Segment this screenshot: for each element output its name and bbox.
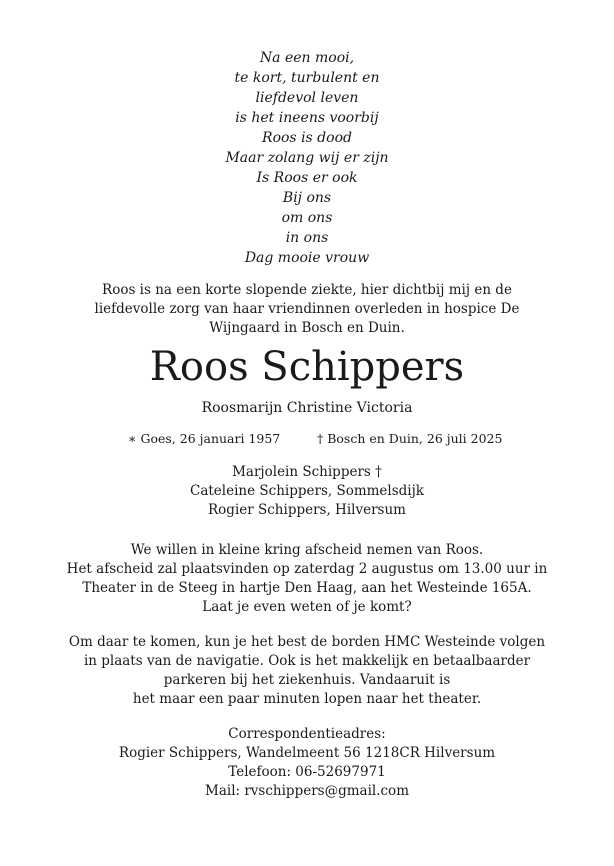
poem-line: Bij ons: [282, 190, 332, 206]
poem-line: is het ineens voorbij: [235, 110, 379, 126]
poem-line: Maar zolang wij er zijn: [225, 150, 389, 166]
directions-line: Om daar te komen, kun je het best de borden HMC Westeinde volgen: [68, 634, 546, 650]
poem-line: te kort, turbulent en: [234, 70, 380, 86]
ceremony-line: We willen in kleine kring afscheid nemen van Roos.: [130, 542, 484, 558]
poem-line: Roos is dood: [262, 130, 352, 146]
ceremony-line: Het afscheid zal plaatsvinden op zaterdag 2 augustus om 13.00 uur in: [66, 561, 548, 577]
intro-line: liefdevolle zorg van haar vriendinnen overleden in hospice De: [94, 301, 520, 317]
family-member: Rogier Schippers, Hilversum: [208, 502, 406, 518]
correspondence-address: Rogier Schippers, Wandelmeent 56 1218CR Hilversum: [118, 745, 496, 761]
ceremony-line: Theater in de Steeg in hartje Den Haag, aan het Westeinde 165A.: [82, 580, 532, 596]
deceased-name: Roos Schippers: [149, 344, 465, 390]
intro-paragraph: [0, 281, 614, 338]
directions-paragraph: [0, 633, 614, 709]
deceased-full-name: Roosmarijn Christine Victoria: [201, 400, 413, 416]
correspondence-block: [0, 725, 614, 801]
poem-line: Dag mooie vrouw: [244, 250, 370, 266]
ceremony-line: Laat je even weten of je komt?: [202, 599, 412, 615]
poem-line: Na een mooi,: [259, 50, 355, 66]
poem-line: in ons: [285, 230, 329, 246]
intro-line: Wijngaard in Bosch en Duin.: [209, 320, 405, 336]
family-member: Marjolein Schippers †: [232, 464, 382, 480]
poem-line: om ons: [281, 210, 333, 226]
poem-line: liefdevol leven: [255, 90, 359, 106]
intro-line: Roos is na een korte slopende ziekte, hier dichtbij mij en de: [102, 282, 512, 298]
poem: [0, 48, 614, 268]
directions-line: het maar een paar minuten lopen naar het theater.: [132, 691, 482, 707]
family-list: [0, 463, 614, 520]
ceremony-paragraph: [0, 541, 614, 617]
poem-line: Is Roos er ook: [256, 170, 358, 186]
death-info: † Bosch en Duin, 26 juli 2025: [317, 431, 503, 446]
family-member: Cateleine Schippers, Sommelsdijk: [190, 483, 424, 499]
directions-line: in plaats van de navigatie. Ook is het makkelijk en betaalbaarder: [83, 653, 531, 669]
birth-info: ∗ Goes, 26 januari 1957: [128, 431, 281, 446]
correspondence-heading: Correspondentieadres:: [228, 726, 386, 742]
correspondence-email: Mail: rvschippers@gmail.com: [205, 783, 409, 799]
correspondence-phone: Telefoon: 06-52697971: [228, 764, 386, 780]
directions-line: parkeren bij het ziekenhuis. Vandaaruit is: [163, 672, 451, 688]
